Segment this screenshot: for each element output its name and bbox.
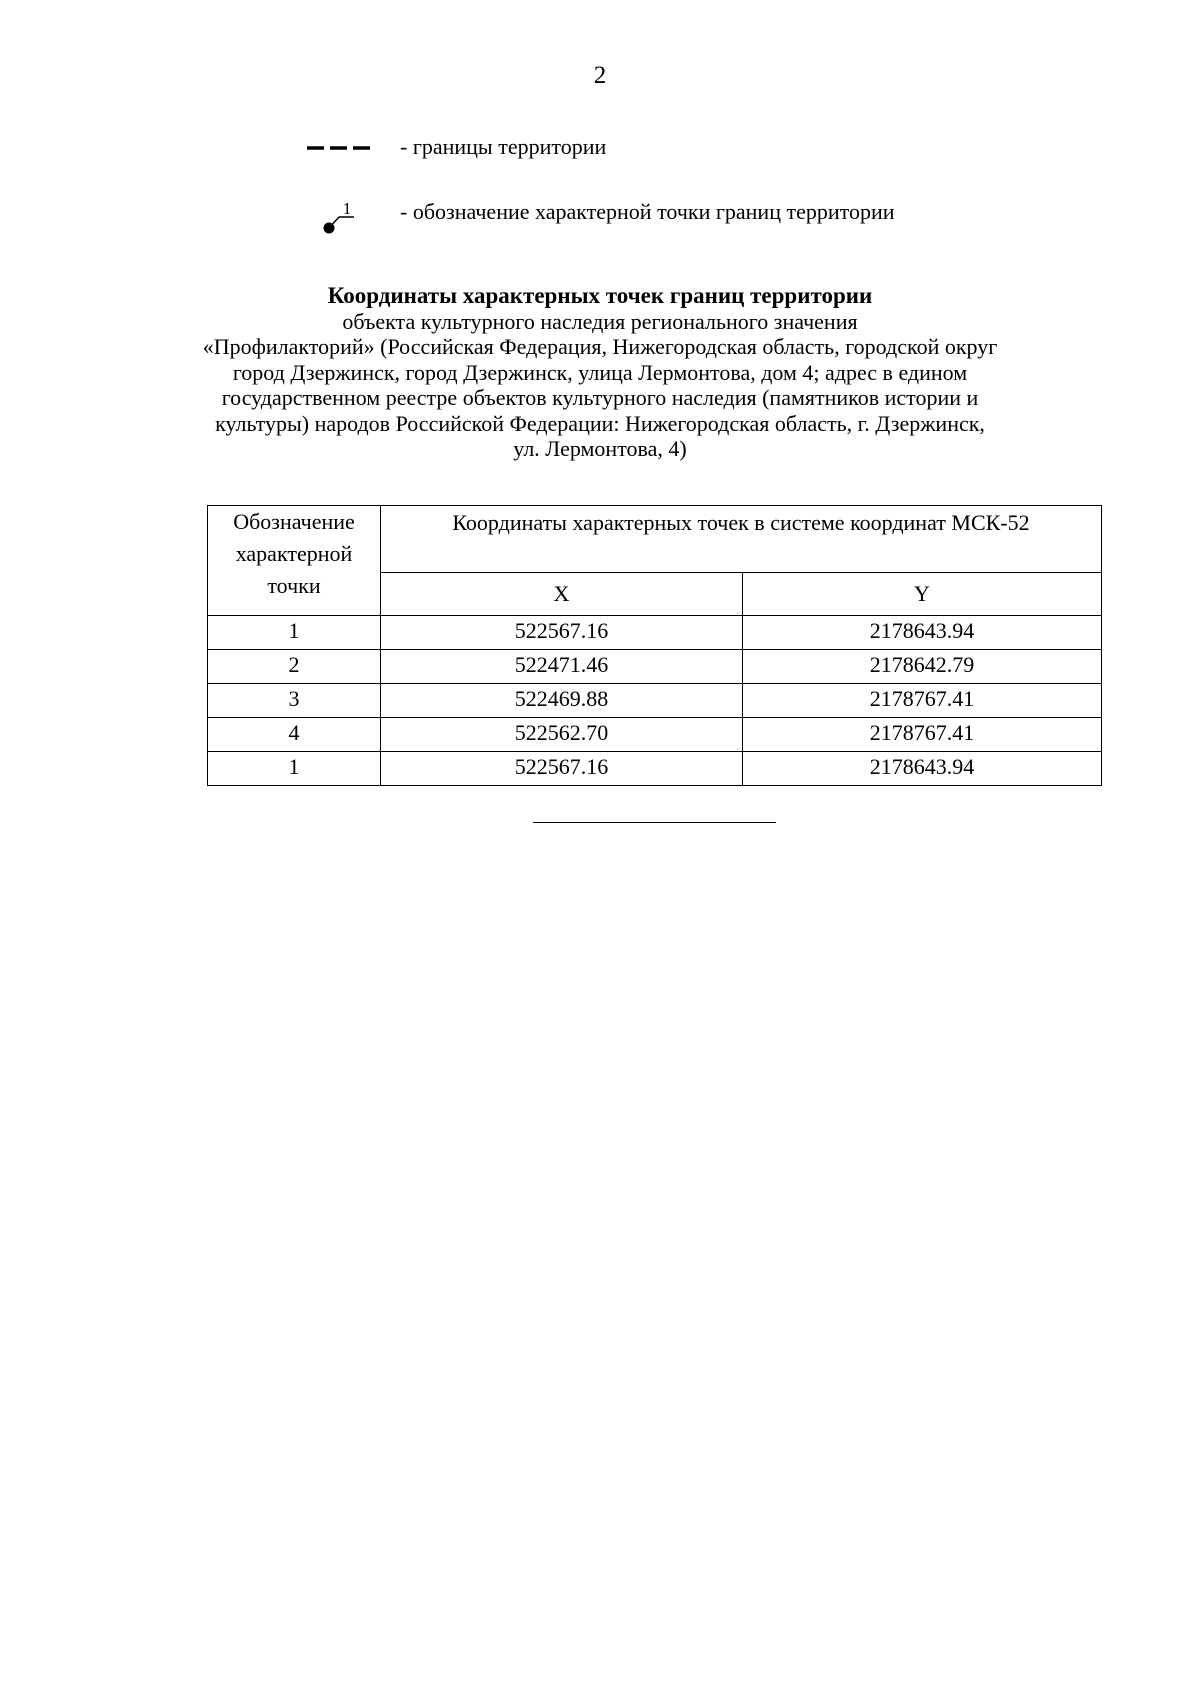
table-row bbox=[208, 718, 1102, 752]
table-row bbox=[208, 684, 1102, 718]
boundary-point-label: 1 bbox=[342, 199, 352, 218]
table-row bbox=[208, 650, 1102, 684]
boundary-point-icon bbox=[305, 186, 355, 236]
cell-point: 4 bbox=[208, 718, 381, 752]
table-row bbox=[208, 616, 1102, 650]
cell-x: 522567.16 bbox=[381, 752, 743, 786]
header-coordinates: Координаты характерных точек в системе координат МСК-52 bbox=[381, 506, 1102, 573]
cell-y: 2178767.41 bbox=[743, 684, 1102, 718]
coordinates-table bbox=[207, 505, 1102, 786]
legend-text-boundary: - границы территории bbox=[400, 134, 607, 159]
dashed-line-icon bbox=[305, 138, 375, 158]
table-header-row bbox=[208, 506, 1102, 573]
page-number: 2 bbox=[593, 62, 607, 89]
cell-x: 522567.16 bbox=[381, 616, 743, 650]
cell-point: 3 bbox=[208, 684, 381, 718]
cell-y: 2178643.94 bbox=[743, 752, 1102, 786]
title-line: «Профилакторий» (Российская Федерация, Нижегородская область, городской округ bbox=[202, 334, 998, 359]
cell-point: 1 bbox=[208, 616, 381, 650]
cell-point: 2 bbox=[208, 650, 381, 684]
cell-y: 2178767.41 bbox=[743, 718, 1102, 752]
title-block bbox=[140, 283, 1060, 462]
cell-y: 2178642.79 bbox=[743, 650, 1102, 684]
title-line: государственном реестре объектов культурного наследия (памятников истории и bbox=[221, 385, 979, 410]
cell-x: 522469.88 bbox=[381, 684, 743, 718]
cell-point: 1 bbox=[208, 752, 381, 786]
title-heading: Координаты характерных точек границ территории bbox=[327, 283, 873, 308]
table-row bbox=[208, 752, 1102, 786]
title-line: объекта культурного наследия регионального значения bbox=[342, 308, 858, 334]
title-line: ул. Лермонтова, 4) bbox=[513, 436, 687, 461]
header-y: Y bbox=[743, 573, 1102, 616]
header-x: X bbox=[381, 573, 743, 616]
cell-y: 2178643.94 bbox=[743, 616, 1102, 650]
title-line: город Дзержинск, город Дзержинск, улица Лермонтова, дом 4; адрес в едином bbox=[232, 359, 968, 385]
legend-text-point: - обозначение характерной точки границ территории bbox=[400, 199, 895, 224]
title-line: культуры) народов Российской Федерации: Нижегородская область, г. Дзержинск, bbox=[215, 410, 985, 436]
cell-x: 522471.46 bbox=[381, 650, 743, 684]
closing-rule bbox=[533, 822, 776, 823]
header-point-designation: Обозначение характерной точки bbox=[208, 506, 381, 616]
cell-x: 522562.70 bbox=[381, 718, 743, 752]
